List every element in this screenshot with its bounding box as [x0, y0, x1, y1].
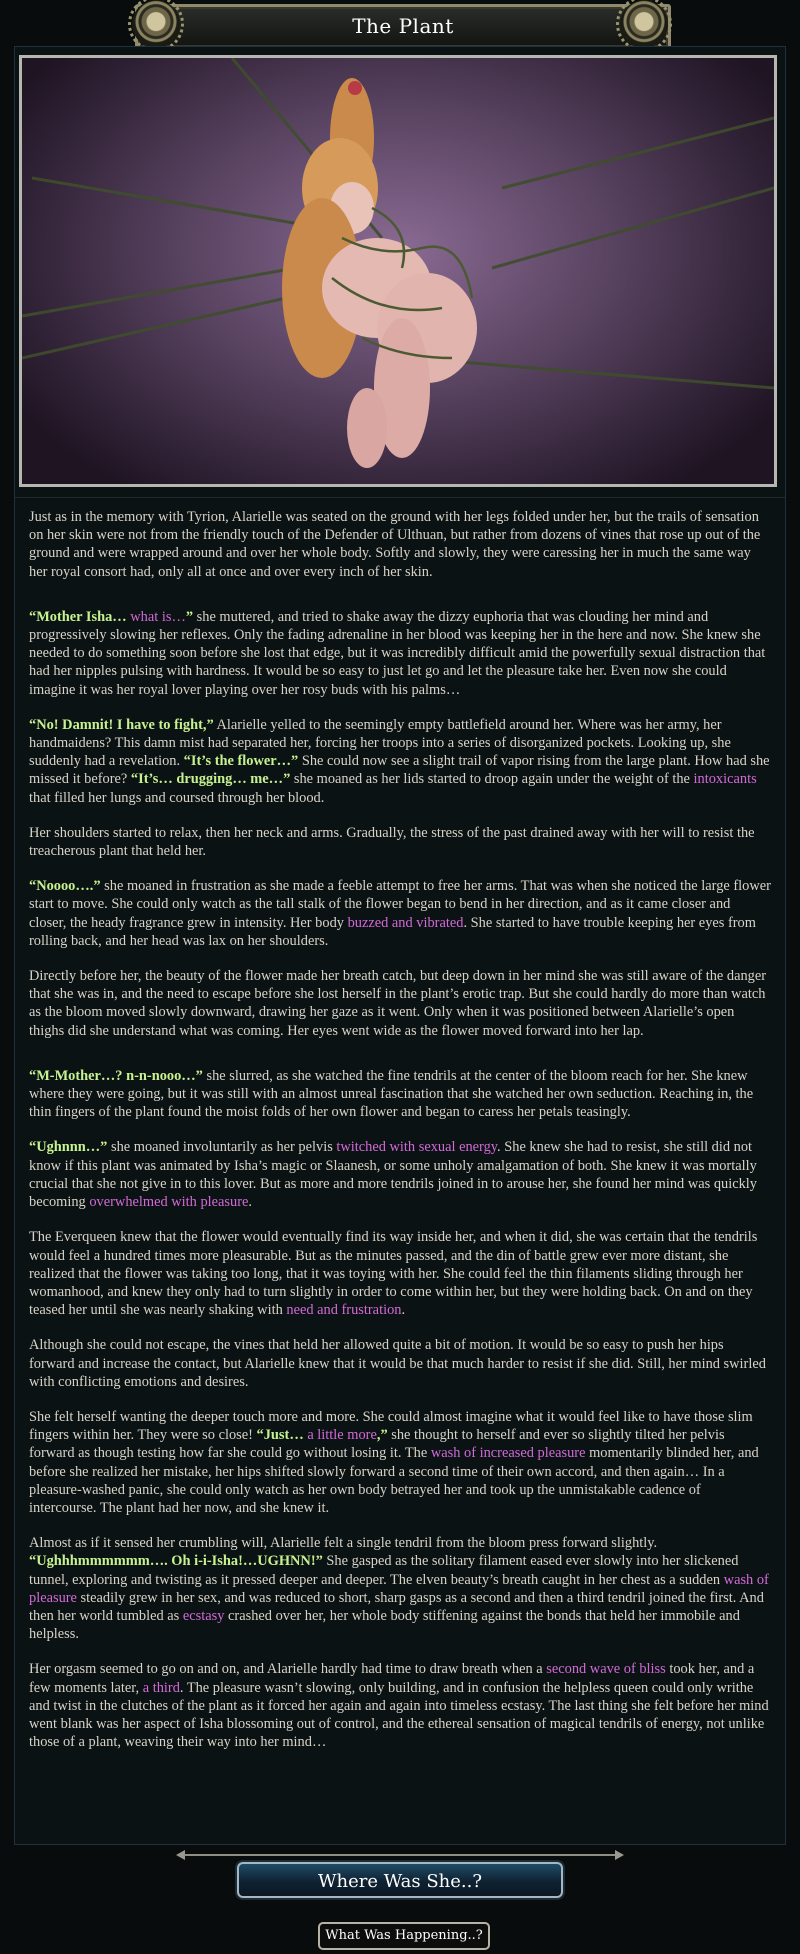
- narration-text: she thought to herself and ever so slightly tilted her pelvis forward as though testing how far she could go without losing it. The: [29, 1427, 725, 1462]
- dialogue-quote: “Ughnnn…”: [29, 1139, 108, 1156]
- emphasis-text: overwhelmed with pleasure: [89, 1194, 249, 1211]
- narration-text: crashed over her, her whole body stiffening against the bonds that held her immobile and helpless.: [29, 1607, 740, 1643]
- narration-text: she moaned as her lids started to droop again under the weight of the: [290, 771, 694, 788]
- narration-text: She felt herself wanting the deeper touch more and more. She could almost imagine what it would feel like to have those slim fingers within her. They were so close!: [29, 1408, 753, 1444]
- emphasis-text: what is…: [130, 608, 186, 625]
- dialogue-quote: “It’s… drugging… me…”: [130, 771, 291, 788]
- narration-text: .: [248, 1194, 253, 1211]
- narration-text: Almost as if it sensed her crumbling will, Alarielle felt a single tendril from the bloom press forward slightly.: [29, 1535, 658, 1552]
- emphasis-text: twitched with sexual energy: [336, 1139, 498, 1156]
- story-paragraph: [29, 1336, 771, 1391]
- nav-divider: [176, 1850, 624, 1860]
- narration-text: she moaned involuntarily as her pelvis: [107, 1139, 337, 1156]
- story-paragraph: [29, 877, 771, 950]
- narration-text: took her, and a few moments later,: [29, 1661, 755, 1696]
- story-panel: [14, 46, 786, 1845]
- dialogue-quote: “M-Mother…? n-n-nooo…”: [29, 1067, 203, 1084]
- emphasis-text: a third: [142, 1679, 180, 1696]
- narration-text: Although she could not escape, the vines that held her allowed quite a bit of motion. It would be so easy to push her hips forward and increase the contact, but Alarielle knew that it would be that much harder to resist if she did. Still, her mind swirled with conflicting emotions and desires.: [29, 1337, 766, 1390]
- dialogue-quote: “Just…: [256, 1427, 308, 1444]
- narration-text: Alarielle yelled to the seemingly empty battlefield around her. Where was her army, her handmaidens? This damn mist had separated her, forcing her troops into a series of disorganized pockets. Looking up, she suddenly had a revelation.: [29, 716, 731, 770]
- scene-illustration: [22, 58, 774, 484]
- scene-illustration-art: [22, 58, 774, 484]
- narration-text: momentarily blinded her, and before she realized her mistake, her hips shifted slowly forward a second time of their own accord, and then again… In a pleasure-washed panic, she could only watch as her own body betrayed her and took up the unmistakable cadence of intercourse. The plant had her now, and she knew it.: [29, 1445, 759, 1516]
- narration-text: she moaned in frustration as she made a feeble attempt to free her arms. That was when she noticed the large flower start to move. She could only watch as the tall stalk of the flower began to bend in her direction, and as it came closer and closer, the heady fragrance grew in intensity. Her body: [29, 878, 771, 931]
- story-paragraph: [29, 1534, 771, 1643]
- narration-text: She could now see a slight trail of vapor rising from the large plant. How had she missed it before?: [29, 753, 770, 788]
- dialogue-quote: ”: [185, 608, 194, 625]
- story-paragraph: [29, 608, 771, 699]
- emphasis-text: need and frustration: [286, 1302, 402, 1319]
- emphasis-text: second wave of bliss: [546, 1661, 666, 1678]
- dialogue-quote: “It’s the flower…”: [183, 753, 299, 770]
- story-paragraph: [29, 1408, 771, 1517]
- story-paragraph: [29, 1660, 771, 1751]
- emphasis-text: a little more: [307, 1427, 377, 1444]
- emphasis-text: wash of pleasure: [29, 1571, 769, 1606]
- story-paragraph: [29, 824, 771, 860]
- narration-text: that filled her lungs and coursed through her blood.: [29, 789, 325, 806]
- narration-text: Just as in the memory with Tyrion, Alarielle was seated on the ground with her legs folded under her, but the trails of sensation on her skin were not from the friendly touch of the Defender of Ulthuan, but rather from dozens of vines that rose up out of the ground and were wrapped around and over her whole body. Softly and slowly, they were caressing her in much the same way her royal consort had, only all at once and over every inch of her skin.: [29, 509, 761, 580]
- narration-text: .: [401, 1302, 406, 1319]
- skull-ornament-icon: [620, 0, 668, 48]
- dialogue-quote: “Noooo….”: [29, 878, 101, 895]
- skull-ornament-icon: [132, 0, 180, 48]
- story-paragraph: [29, 1067, 771, 1122]
- scene-illustration-frame: [19, 55, 777, 487]
- dialogue-quote: “No! Damnit! I have to fight,”: [29, 716, 214, 733]
- story-paragraph: [29, 1228, 771, 1319]
- where-was-she-button[interactable]: Where Was She..?: [237, 1862, 563, 1898]
- narration-text: Her shoulders started to relax, then her neck and arms. Gradually, the stress of the past drained away with her will to resist the treacherous plant that held her.: [29, 824, 755, 860]
- emphasis-text: buzzed and vibrated: [347, 914, 464, 931]
- story-paragraph: [29, 716, 771, 807]
- story-paragraph: [29, 508, 771, 581]
- narration-text: She gasped as the solitary filament eased ever slowly into her slickened tunnel, exploring and twisting as it pressed deeper and deeper. The elven beauty’s breath caught in her chest as a sudden: [29, 1553, 739, 1588]
- story-paragraph: [29, 967, 771, 1040]
- what-was-happening-button[interactable]: What Was Happening..?: [318, 1922, 490, 1950]
- arrow-right-icon: [615, 1850, 624, 1860]
- narration-text: . She started to have trouble keeping her eyes from rolling back, and her head was lax on her shoulders.: [29, 914, 756, 949]
- page-title: The Plant: [352, 14, 454, 38]
- narration-text: . The pleasure wasn’t slowing, only building, and in confusion the helpless queen could only writhe and twist in the clutches of the plant as it forced her again and again into timeless ecstasy. The last thing she felt before her mind went blank was her aspect of Isha blossoming out of control, and the ethereal sensation of magical tendrils of energy, not unlike those of a plant, weaving their way into her mind…: [29, 1679, 769, 1751]
- dialogue-quote: “Mother Isha…: [29, 608, 131, 625]
- narration-text: she muttered, and tried to shake away the dizzy euphoria that was clouding her mind and progressively slowing her reflexes. Only the fading adrenaline in her blood was keeping her in the here and now. She knew she needed to do something soon before she lost that edge, but it was incredibly difficult amid the powerfully sexual distraction that had her nipples pulsing with hardness. It would be so easy to just let go and let the pleasure take her. Even now she could imagine it was her royal lover playing over her rosy buds with his palms…: [29, 608, 766, 698]
- emphasis-text: wash of increased pleasure: [430, 1445, 586, 1462]
- emphasis-text: intoxicants: [693, 771, 757, 788]
- emphasis-text: ecstasy: [182, 1607, 225, 1624]
- narration-text: Her orgasm seemed to go on and on, and Alarielle hardly had time to draw breath when a: [29, 1661, 547, 1678]
- narration-text: The Everqueen knew that the flower would eventually find its way inside her, and when it did, she was certain that the tendrils would feel a hundred times more pleasurable. But as the minutes passed, and the din of battle grew ever more distant, she realized that the flower was taking too long, that it was toying with her. She could feel the thin filaments sliding through her womanhood, and knew they only had to turn slightly in order to come within her, but they were holding back. On and on they teased her until she was nearly shaking with: [29, 1229, 758, 1319]
- dialogue-quote: ,”: [376, 1427, 388, 1444]
- story-paragraph: [29, 1138, 771, 1211]
- title-banner: [135, 4, 671, 50]
- narration-text: Directly before her, the beauty of the flower made her breath catch, but deep down in her mind she was still aware of the danger that she was in, and the need to escape before she lost herself in the plant’s erotic trap. But she could hardly do more than watch as the bloom moved slowly downward, drawing her gaze as it went. Only when it was positioned between Alarielle’s open thighs did she understand what was coming. Her eyes went wide as the flower moved forward into her lap.: [29, 968, 767, 1039]
- dialogue-quote: “Ughhhmmmmmm…. Oh i-i-Isha!…UGHNN!”: [29, 1553, 323, 1570]
- narration-text: she slurred, as she watched the fine tendrils at the center of the bloom reach for her. She knew where they were going, but it was still with an almost unreal fascination that she watched her own seduction. Reaching in, the thin fingers of the plant found the moist folds of her own flower and began to caress her petals teasingly.: [29, 1067, 754, 1121]
- story-text: [15, 497, 785, 1768]
- narration-text: . She knew she had to resist, she still did not know if this plant was animated by Isha’s magic or Slaanesh, or some unholy amalgamation of both. She knew it was mortally crucial that she not give in to this lover. But as more and more tendrils joined in to arouse her, she found her mind was quickly becoming: [29, 1139, 757, 1211]
- narration-text: steadily grew in her sex, and was reduced to short, sharp gasps as a second and then a third tendril joined the first. And then her world tumbled as: [29, 1589, 764, 1624]
